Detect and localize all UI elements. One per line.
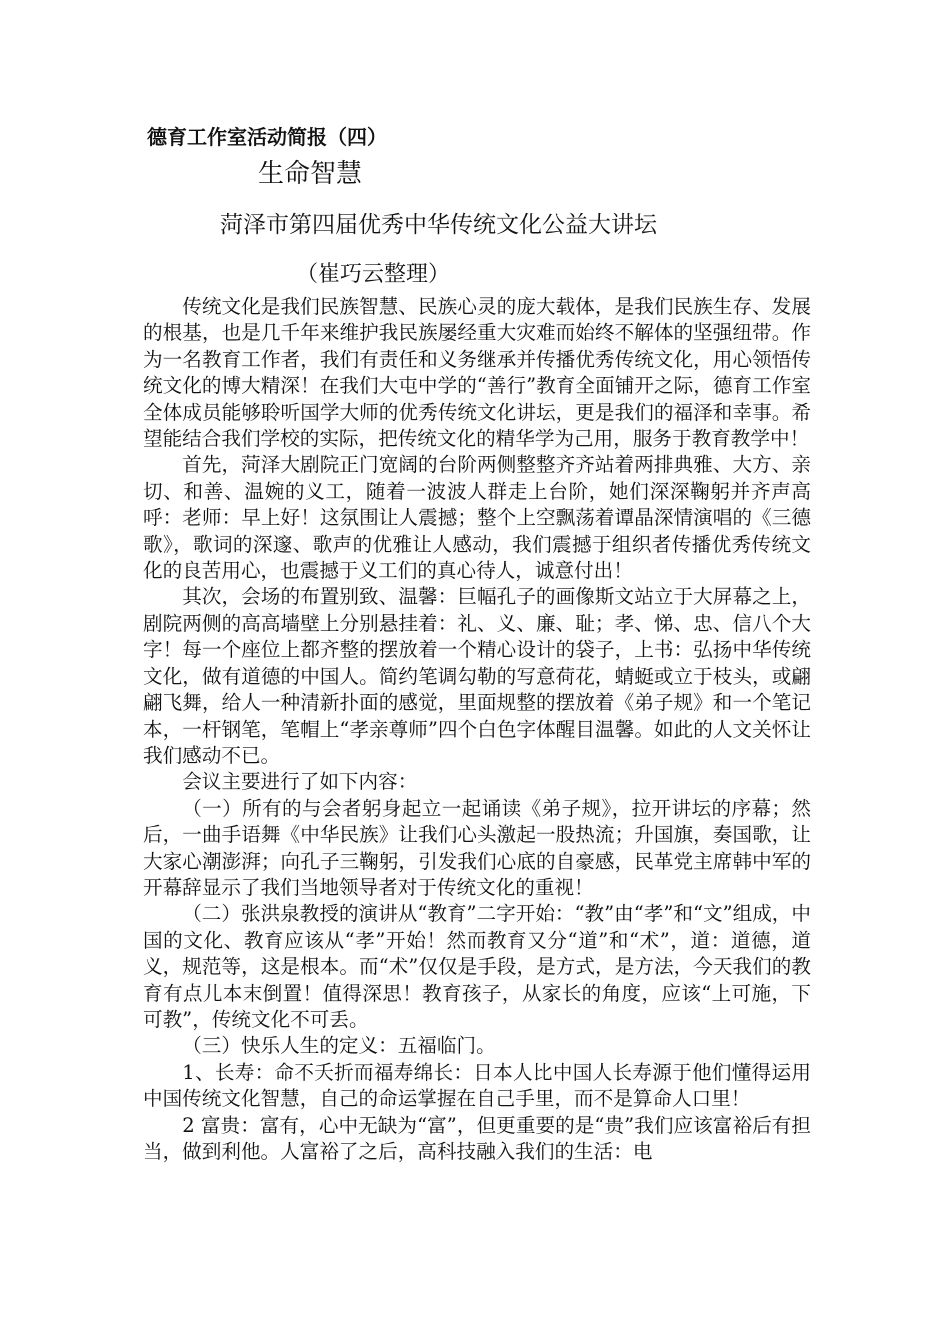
paragraph-intro: 传统文化是我们民族智慧、民族心灵的庞大载体，是我们民族生存、发展的根基，也是几千年来维护我民族屡经重大灾难而始终不解体的坚强纽带。作为一名教育工作者，我们有责任和义务继承并传播优秀传统文化，用心领悟传统文化的博大精深！在我们大屯中学的“善行”教育全面铺开之际，德育工作室全体成员能够聆听国学大师的优秀传统文化讲坛，更是我们的福泽和幸事。希望能结合我们学校的实际，把传统文化的精华学为己用，服务于教育教学中！ xyxy=(143,295,811,451)
main-title: 生命智慧 xyxy=(258,159,363,189)
paragraph-first: 首先，菏泽大剧院正门宽阔的台阶两侧整整齐齐站着两排典雅、大方、亲切、和善、温婉的义工，随着一波波人群走上台阶，她们深深鞠躬并齐声高呼：老师：早上好！这氛围让人震撼；整个上空飘荡着谭晶深情演唱的《三德歌》，歌词的深邃、歌声的优雅让人感动，我们震撼于组织者传播优秀传统文化的良苦用心，也震撼于义工们的真心待人，诚意付出！ xyxy=(143,453,811,583)
paragraph-item-3: （三）快乐人生的定义：五福临门。 xyxy=(182,1034,496,1058)
paragraph-agenda-intro: 会议主要进行了如下内容： xyxy=(182,770,418,794)
report-title: 德育工作室活动简报（四） xyxy=(147,125,387,149)
subtitle: 菏泽市第四届优秀中华传统文化公益大讲坛 xyxy=(220,212,657,238)
paragraph-item-1: （一）所有的与会者躬身起立一起诵读《弟子规》，拉开讲坛的序幕；然后，一曲手语舞《中华民族》让我们心头激起一股热流；升国旗，奏国歌，让大家心潮澎湃；向孔子三鞠躬，引发我们心底的自豪感，民革党主席韩中军的开幕辞显示了我们当地领导者对于传统文化的重视！ xyxy=(143,796,811,899)
paragraph-second: 其次，会场的布置别致、温馨：巨幅孔子的画像斯文站立于大屏幕之上，剧院两侧的高高墙壁上分别悬挂着：礼、义、廉、耻；孝、悌、忠、信八个大字！每一个座位上都齐整的摆放着一个精心设计的袋子，上书：弘扬中华传统文化，做有道德的中国人。简约笔调勾勒的写意荷花，蜻蜓或立于枝头，或翩翩飞舞，给人一种清新扑面的感觉，里面规整的摆放着《弟子规》和一个笔记本，一杆钢笔，笔帽上“孝亲尊师”四个白色字体醒目温馨。如此的人文关怀让我们感动不已。 xyxy=(143,585,811,767)
compiler-credit: （崔巧云整理） xyxy=(296,262,451,287)
paragraph-wealth: 2 富贵：富有，心中无缺为“富”，但更重要的是“贵”我们应该富裕后有担当，做到利他。人富裕了之后，高科技融入我们的生活：电 xyxy=(143,1113,811,1163)
paragraph-longevity: 1、长寿：命不夭折而福寿绵长：日本人比中国人长寿源于他们懂得运用中国传统文化智慧，自己的命运掌握在自己手里，而不是算命人口里！ xyxy=(143,1060,811,1111)
paragraph-item-2: （二）张洪泉教授的演讲从“教育”二字开始：“教”由“孝”和“文”组成，中国的文化、教育应该从“孝”开始！然而教育又分“道”和“术”，道：道德，道义，规范等，这是根本。而“术”仅仅是手段，是方式，是方法，今天我们的教育有点儿本末倒置！值得深思！教育孩子，从家长的角度，应该“上可施，下可教”，传统文化不可丢。 xyxy=(143,902,811,1031)
body-text xyxy=(143,294,811,1165)
